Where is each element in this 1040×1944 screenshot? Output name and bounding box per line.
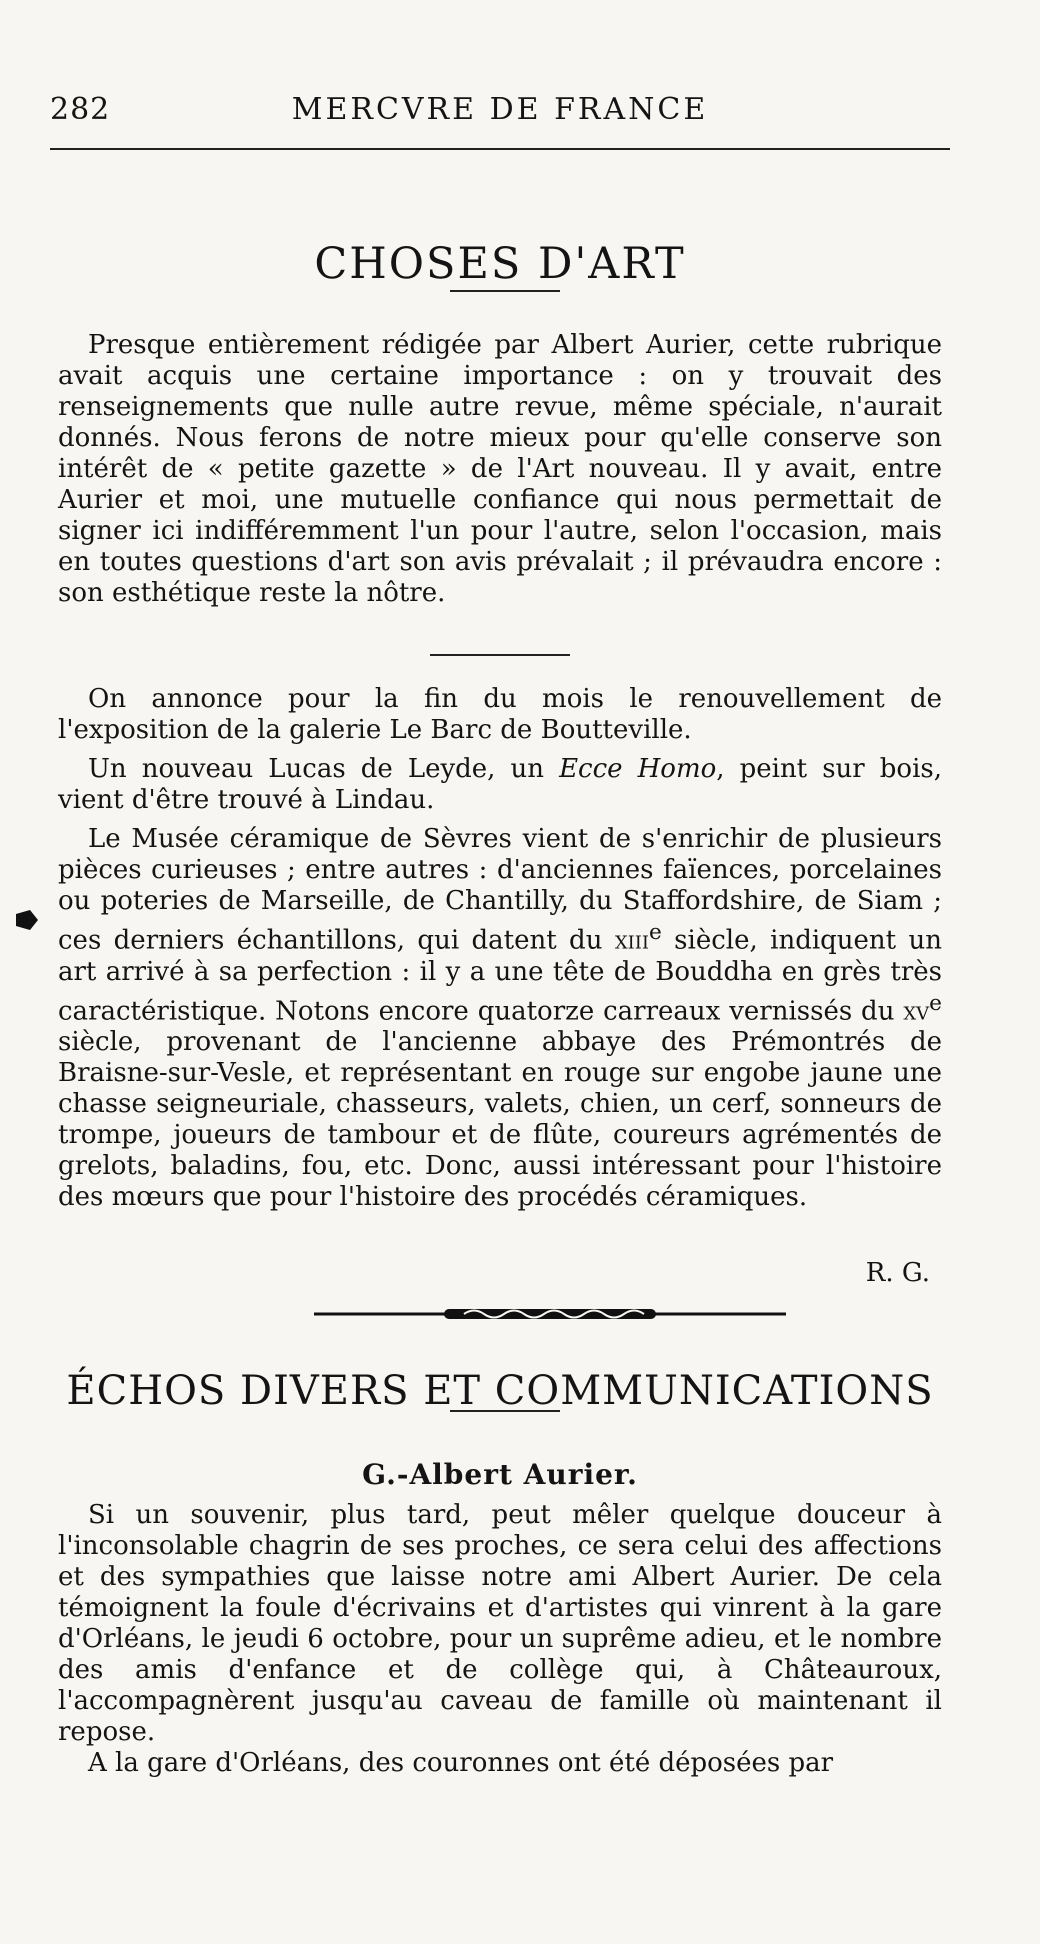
ornament-divider: [314, 1306, 786, 1322]
margin-pointer-icon: [14, 908, 40, 932]
news-text: Le Musée céramique de Sèvres vient de s'enrichir de plusieurs pièces curieuses ; entre autres : d'anciennes faïences, porcelaines ou poteries de Marseille, de Chantilly, du Staffordshire, de Siam ; ces derniers échantillons, qui datent du: [58, 824, 942, 956]
document-page: [50, 0, 950, 1944]
obituary-paragraph: A la gare d'Orléans, des couronnes ont été déposées par: [88, 1748, 834, 1778]
obituary-paragraph: Si un souvenir, plus tard, peut mêler quelque douceur à l'inconsolable chagrin de ses proches, ce sera celui des affections et des sympathies que laisse notre ami Albert Aurier. De cela témoignent la foule d'écrivains et d'artistes qui vinrent à la gare d'Orléans, le jeudi 6 octobre, pour un suprême adieu, et le nombre des amis d'enfance et de collège qui, à Châteauroux, l'accompagnèrent jusqu'au caveau de famille où maintenant il repose.: [58, 1500, 942, 1747]
news-item-lucas-de-leyde: [58, 754, 942, 816]
title-divider: [450, 290, 560, 292]
intro-text: [58, 330, 942, 609]
news-item-exposition: On annonce pour la fin du mois le renouvellement de l'exposition de la galerie Le Barc de Boutteville.: [58, 684, 942, 745]
section-divider: [430, 654, 570, 656]
intro-paragraph: Presque entièrement rédigée par Albert Aurier, cette rubrique avait acquis une certaine importance : on y trouvait des renseignements que nulle autre revue, même spéciale, n'aurait donnés. Nous ferons de notre mieux pour qu'elle conserve son intérêt de « petite gazette » de l'Art nouveau. Il y avait, entre Aurier et moi, une mutuelle confiance qui nous permettait de signer ici indifféremment l'un pour l'autre, selon l'occasion, mais en toutes questions d'art son avis prévalait ; il prévaudra encore : son esthétique reste la nôtre.: [58, 330, 942, 608]
art-news: [58, 684, 942, 1213]
signature: R. G.: [865, 1258, 930, 1288]
page-number: 282: [50, 92, 111, 127]
artwork-title: Ecce Homo: [559, 754, 717, 784]
obituary-text: [58, 1500, 942, 1779]
century-numeral: xiii: [614, 925, 649, 956]
obituary-subheading: G.-Albert Aurier.: [362, 1458, 638, 1491]
running-header: [50, 92, 950, 136]
news-text: , peint sur bois, vient d'être trouvé à Lindau.: [58, 754, 942, 815]
news-item-musee-sevres: [58, 824, 942, 1213]
news-text: siècle, provenant de l'ancienne abbaye des Prémontrés de Braisne-sur-Vesle, et représentant en rouge sur engobe jaune une chasse seigneuriale, chasseurs, valets, chien, un cerf, sonneurs de trompe, joueurs de tambour et de flûte, coureurs agrémentés de grelots, baladins, fou, etc. Donc, aussi intéressant pour l'histoire des mœurs que pour l'histoire des procédés céramiques.: [58, 1027, 942, 1213]
century-suffix: e: [929, 990, 942, 1016]
century-numeral: xv: [903, 996, 930, 1027]
news-text: Un nouveau Lucas de Leyde, un: [88, 754, 560, 784]
news-text: siècle, indiquent un art arrivé à sa perfection : il y a une tête de Bouddha en grès très caractéristique. Notons encore quatorze carreaux vernissés du: [58, 925, 942, 1027]
century-suffix: e: [648, 920, 662, 945]
journal-title: MERCVRE DE FRANCE: [291, 92, 709, 127]
section-title-choses-d-art: CHOSES D'ART: [314, 238, 686, 289]
header-rule: [50, 148, 950, 150]
section-title-echos: ÉCHOS DIVERS ET COMMUNICATIONS: [66, 1368, 934, 1415]
title-divider: [450, 1410, 560, 1412]
